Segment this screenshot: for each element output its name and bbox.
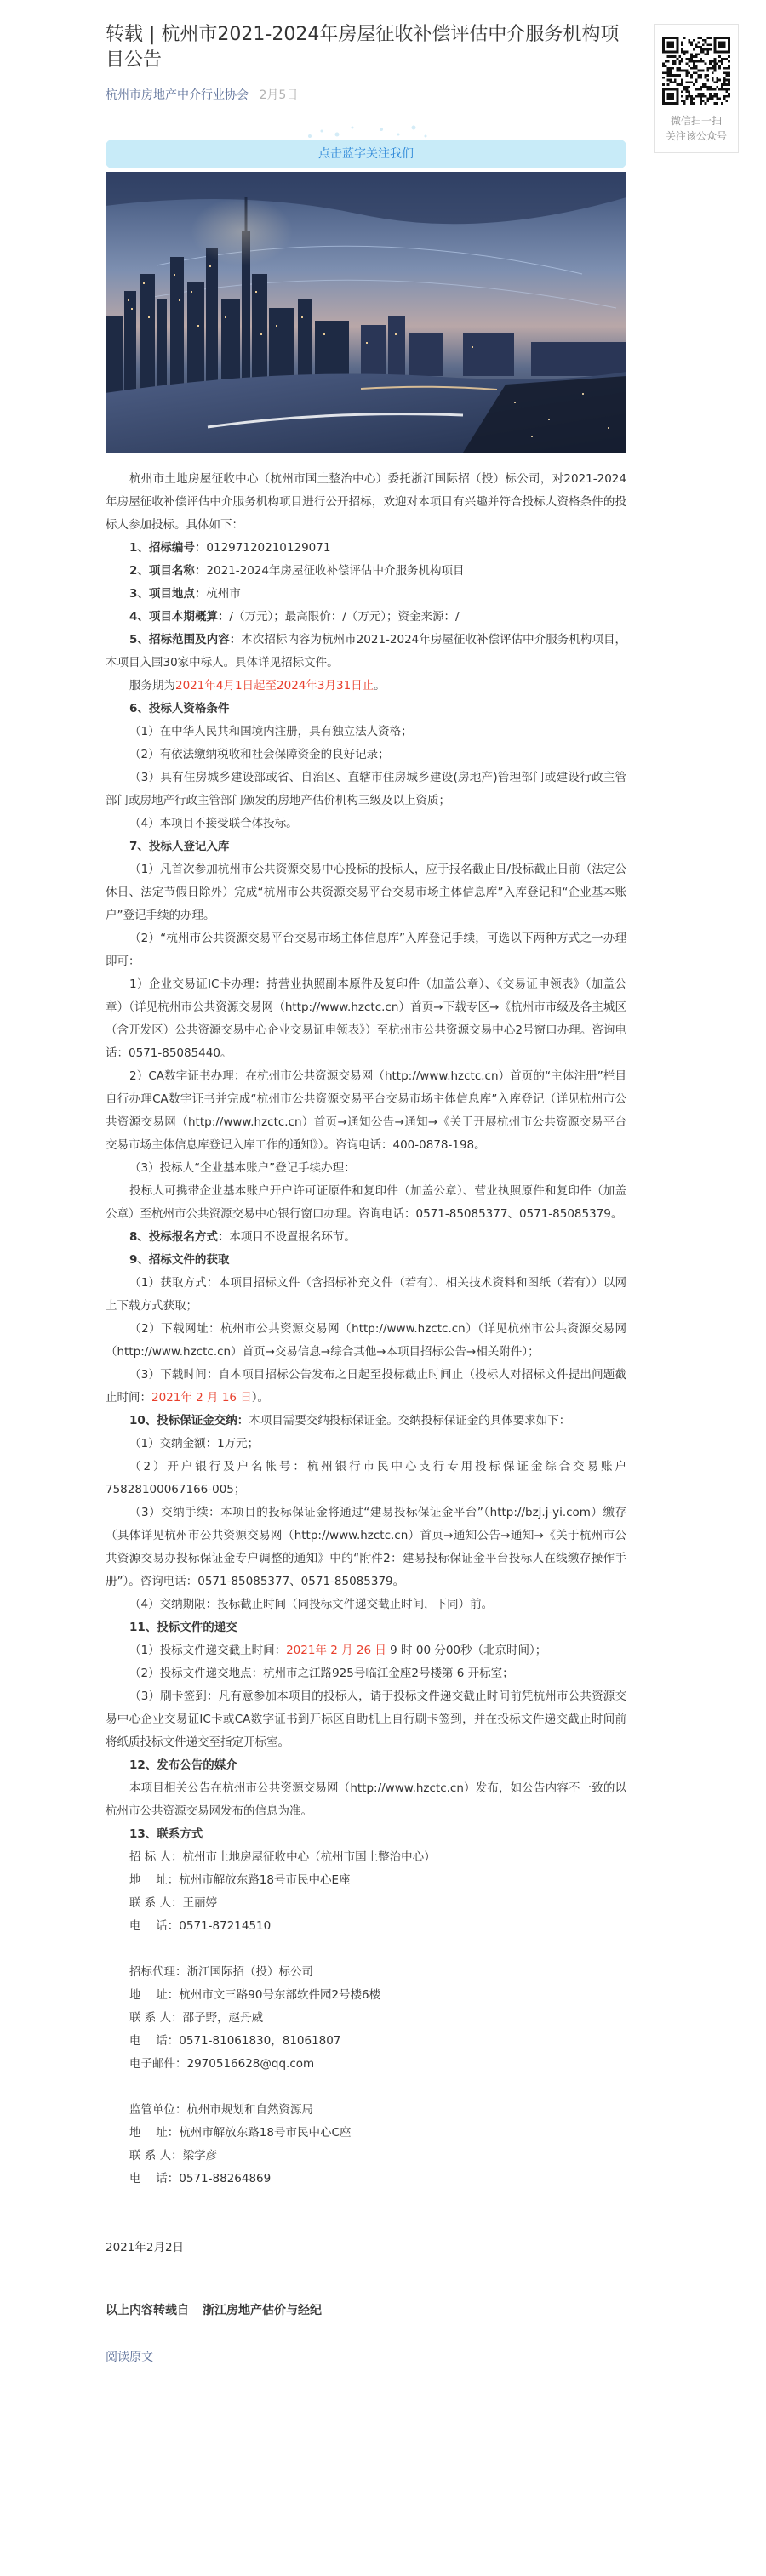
contact-tenderer-name: 招 标 人：杭州市土地房屋征收中心（杭州市国土整治中心）: [129, 1850, 436, 1864]
contact-supervisor-person: 联 系 人：梁学彦: [129, 2149, 218, 2163]
qualification-2: （2）有依法缴纳税收和社会保障资金的良好记录；: [129, 748, 390, 761]
registration-2b: 2）CA数字证书办理：在杭州市公共资源交易网（http://www.hzctc.cn）首页的“主体注册”栏目自行办理CA数字证书并完成“杭州市公共资源交易平台交易市场主体信息库”入库登记（详见杭州市公共资源交易网（http://www.hzctc.cn）首页→通知公告→通知→《关于开展杭州市公共资源交易平台交易市场主体信息库登记入库工作的通知》）。咨询电话：400-0878-198。: [106, 1069, 626, 1152]
section-7-heading-text: 7、投标人登记入库: [129, 840, 230, 853]
submission-1-prefix: （1）投标文件递交截止时间：: [129, 1644, 287, 1657]
article: [106, 22, 626, 2379]
qualification-1: （1）在中华人民共和国境内注册，具有独立法人资格；: [129, 725, 413, 738]
contact-tenderer-address: 地 址：杭州市解放东路18号市民中心E座: [129, 1873, 351, 1887]
follow-banner[interactable]: [106, 131, 626, 168]
registration-2a: 1）企业交易证IC卡办理：持营业执照副本原件及复印件（加盖公章）、《交易证申领表》（加盖公章）（详见杭州市公共资源交易网（http://www.hzctc.cn）首页→下载专区→《杭州市市级及各主城区（含开发区）公共资源交易中心企业交易证申领表》）至杭州市公共资源交易中心2号窗口办理。咨询电话：0571-85085440。: [106, 977, 626, 1060]
qr-caption-2: 关注该公众号: [665, 130, 727, 142]
section-13-heading: [106, 1823, 626, 1846]
file-access-3-suffix: ）。: [251, 1391, 270, 1405]
item-3-value: 杭州市: [206, 587, 241, 601]
service-period-prefix: 服务期为: [129, 679, 175, 692]
article-meta: [106, 87, 626, 104]
section-9-heading: [106, 1249, 626, 1272]
section-11-heading: [106, 1616, 626, 1639]
item-1: [106, 537, 626, 560]
sign-date: 2021年2月2日: [106, 2241, 185, 2254]
section-12-heading: [106, 1754, 626, 1777]
contact-tenderer-phone: 电 话：0571-87214510: [129, 1919, 272, 1933]
section-12-heading-text: 12、发布公告的媒介: [129, 1758, 237, 1772]
item-2-value: 2021-2024年房屋征收补偿评估中介服务机构项目: [206, 564, 465, 578]
service-period-suffix: 。: [374, 679, 386, 692]
item-5-value: 本次招标内容为杭州市2021-2024年房屋征收补偿评估中介服务机构项目，本项目入围30家中标人。具体详见招标文件。: [106, 633, 626, 670]
author-link[interactable]: 杭州市房地产中介行业协会: [106, 88, 249, 102]
submission-1-suffix: 9 时 00 分00秒（北京时间）；: [386, 1644, 547, 1657]
item-3: [106, 583, 626, 606]
submission-deadline: 2021年 2 月 26 日: [286, 1644, 386, 1657]
submission-2: （2）投标文件递交地点：杭州市之江路925号临江金座2号楼第 6 开标室；: [129, 1667, 514, 1680]
section-10-label: 10、投标保证金交纳：: [129, 1414, 249, 1428]
contact-agent-name: 招标代理：浙江国际招（投）标公司: [129, 1965, 313, 1979]
file-access-3: [106, 1364, 626, 1410]
deposit-4: （4）交纳期限：投标截止时间（同投标文件递交截止时间，下同）前。: [129, 1598, 494, 1611]
media-paragraph: 本项目相关公告在杭州市公共资源交易网（http://www.hzctc.cn）发布，如公告内容不一致的以杭州市公共资源交易网发布的信息为准。: [106, 1781, 626, 1818]
section-8-label: 8、投标报名方式：: [129, 1230, 230, 1244]
item-1-label: 1、招标编号：: [129, 541, 207, 555]
section-8-value: 本项目不设置报名环节。: [229, 1230, 356, 1244]
contact-supervisor-phone: 电 话：0571-88264869: [129, 2172, 272, 2186]
item-2-label: 2、项目名称：: [129, 564, 207, 578]
service-period: [106, 675, 626, 698]
contact-agent-email: 电子邮件：2970516628@qq.com: [129, 2057, 315, 2071]
contact-supervisor-address: 地 址：杭州市解放东路18号市民中心C座: [129, 2126, 352, 2140]
service-period-dates: 2021年4月1日起至2024年3月31日止: [175, 679, 374, 692]
item-2: [106, 560, 626, 583]
source-attribution: [106, 2300, 626, 2321]
publish-date: 2月5日: [259, 88, 299, 102]
qr-caption-1: 微信扫一扫: [670, 115, 722, 127]
qualification-3: （3）具有住房城乡建设部或省、自治区、直辖市住房城乡建设(房地产)管理部门或建设行政主管部门或房地产行政主管部门颁发的房地产估价机构三级及以上资质；: [106, 771, 626, 807]
contact-agent-phone: 电 话：0571-81061830，81061807: [129, 2034, 341, 2048]
item-3-label: 3、项目地点：: [129, 587, 207, 601]
file-access-1: （1）获取方式：本项目招标文件（含招标补充文件（若有）、相关技术资料和图纸（若有））以网上下载方式获取；: [106, 1276, 626, 1313]
item-5: [106, 629, 626, 675]
submission-1: [106, 1639, 626, 1662]
page-title: 转载 | 杭州市2021-2024年房屋征收补偿评估中介服务机构项目公告: [106, 24, 620, 71]
contact-agent-person: 联 系 人：邵子野，赵丹威: [129, 2011, 264, 2025]
contact-supervisor-name: 监管单位：杭州市规划和自然资源局: [129, 2103, 313, 2117]
intro-paragraph: 杭州市土地房屋征收中心（杭州市国土整治中心）委托浙江国际招（投）标公司，对2021-2024年房屋征收补偿评估中介服务机构项目进行公开招标，欢迎对本项目有兴趣并符合投标人资格条件的投标人参加投标。具体如下：: [106, 472, 626, 532]
section-11-heading-text: 11、投标文件的递交: [129, 1621, 237, 1634]
section-6-heading-text: 6、投标人资格条件: [129, 702, 230, 715]
deposit-3: （3）交纳手续：本项目的投标保证金将通过“建易投标保证金平台”（http://bzj.j-yi.com）缴存（具体详见杭州市公共资源交易网（http://www.hzctc.cn）首页→通知公告→通知→《关于杭州市公共资源交易办投标保证金专户调整的通知》中的“附件2：建易投标保证金平台投标人在线缴存操作手册”）。咨询电话：0571-85085377、0571-85085379。: [106, 1506, 626, 1588]
item-5-label: 5、招标范围及内容：: [129, 633, 242, 647]
source-name: 浙江房地产估价与经纪: [203, 2304, 322, 2317]
article-body: [106, 468, 626, 2260]
section-8: [106, 1226, 626, 1249]
source-prefix: 以上内容转载自: [106, 2304, 189, 2317]
submission-3: （3）刷卡签到：凡有意参加本项目的投标人，请于投标文件递交截止时间前凭杭州市公共资源交易中心企业交易证IC卡或CA数字证书到开标区自助机上自行刷卡签到，并在投标文件递交截止时间前将纸质投标文件递交至指定开标室。: [106, 1690, 626, 1749]
file-access-2: （2）下载网址：杭州市公共资源交易网（http://www.hzctc.cn）（详见杭州市公共资源交易网（http://www.hzctc.cn）首页→交易信息→综合其他→本项目招标公告→相关附件）；: [106, 1322, 626, 1359]
deposit-1: （1）交纳金额：1万元；: [129, 1437, 260, 1450]
item-4: [106, 606, 626, 629]
question-deadline: 2021年 2 月 16 日: [151, 1391, 252, 1405]
contact-tenderer-person: 联 系 人：王丽婷: [129, 1896, 218, 1910]
registration-2: （2）“杭州市公共资源交易平台交易市场主体信息库”入库登记手续，可选以下两种方式之一办理即可：: [106, 932, 626, 968]
deposit-2: （2）开户银行及户名帐号：杭州银行市民中心支行专用投标保证金综合交易账户75828100067166-005；: [106, 1460, 626, 1496]
follow-us-button[interactable]: 点击蓝字关注我们: [106, 140, 626, 168]
qualification-4: （4）本项目不接受联合体投标。: [129, 817, 298, 830]
item-4-value: /（万元）；最高限价：/（万元）；资金来源：/: [229, 610, 460, 624]
registration-3a: 投标人可携带企业基本账户开户许可证原件和复印件（加盖公章）、营业执照原件和复印件（加盖公章）至杭州市公共资源交易中心银行窗口办理。咨询电话：0571-85085377、0571-85085379。: [106, 1184, 626, 1221]
section-6-heading: [106, 698, 626, 721]
decorative-dots-icon: [303, 123, 431, 141]
contact-agent-address: 地 址：杭州市文三路90号东部软件园2号楼6楼: [129, 1988, 381, 2002]
qr-code-icon[interactable]: [662, 37, 730, 105]
registration-1: （1）凡首次参加杭州市公共资源交易中心投标的投标人，应于报名截止日/投标截止日前（法定公休日、法定节假日除外）完成“杭州市公共资源交易平台交易市场主体信息库”入库登记和“企业基本账户”登记手续的办理。: [106, 863, 626, 922]
section-10-value: 本项目需要交纳投标保证金。交纳投标保证金的具体要求如下：: [249, 1414, 571, 1428]
city-night-skyline-image: [106, 172, 626, 453]
item-1-value: 01297120210129071: [206, 541, 331, 555]
section-13-heading-text: 13、联系方式: [129, 1827, 203, 1841]
qr-follow-box: [654, 24, 739, 153]
read-original-link[interactable]: 阅读原文: [106, 2351, 153, 2364]
section-7-heading: [106, 835, 626, 858]
file-access-3-prefix: （3）下载时间：自本项目招标公告发布之日起至投标截止时间止（投标人对招标文件提出问题截止时间：: [106, 1368, 626, 1405]
section-9-heading-text: 9、招标文件的获取: [129, 1253, 230, 1267]
registration-3: （3）投标人“企业基本账户”登记手续办理：: [129, 1161, 356, 1175]
item-4-label: 4、项目本期概算：: [129, 610, 230, 624]
section-10: [106, 1410, 626, 1433]
